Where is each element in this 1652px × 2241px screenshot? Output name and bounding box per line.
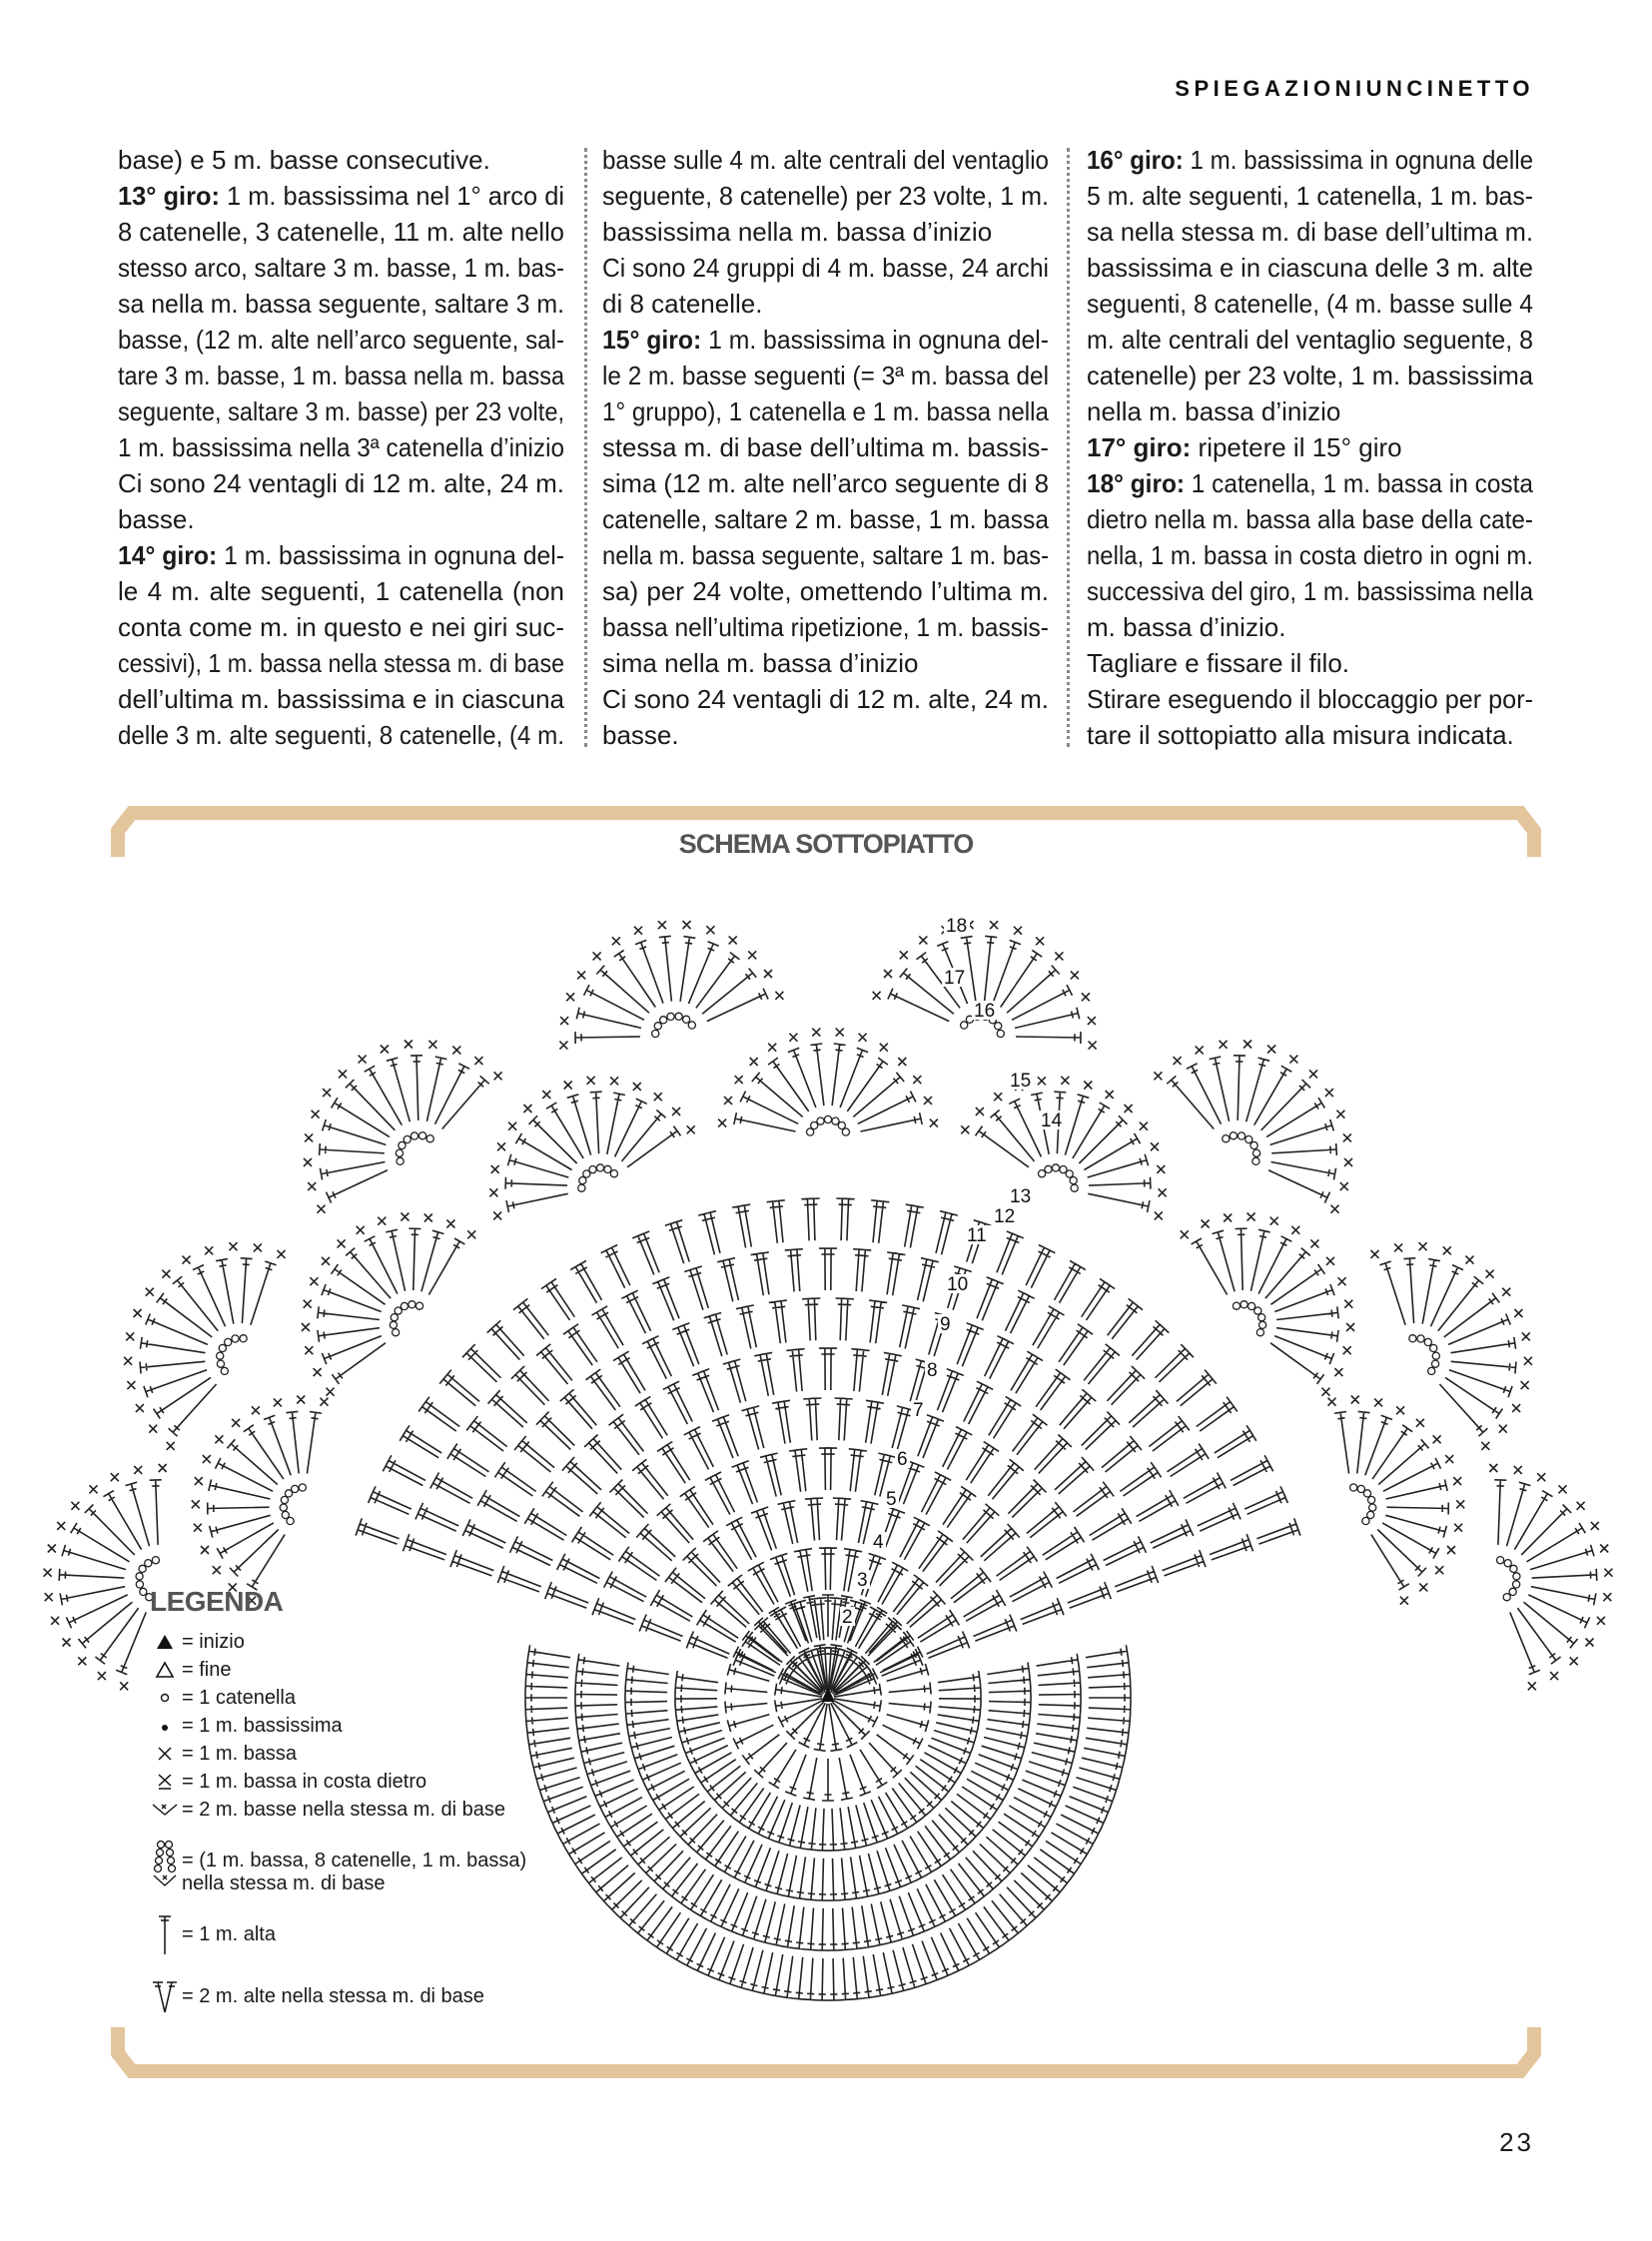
round-text: di 8 catenelle. [602, 289, 763, 319]
round-text: m. alte centrali del ventaglio seguente, 8 [1087, 325, 1533, 355]
chain-stitch [1252, 1157, 1259, 1164]
chain-stitch [280, 1504, 287, 1511]
chain-stitch [401, 1302, 408, 1309]
round-text: sima (12 m. alte nell’arco seguente di 8 [602, 468, 1049, 498]
filled-triangle-icon [150, 1633, 180, 1651]
chain-loop-icon [150, 1840, 180, 1895]
chain-stitch [139, 1565, 146, 1572]
chain-stitch [578, 1184, 585, 1191]
chain-stitch [152, 1557, 159, 1564]
chain-stitch [419, 1132, 426, 1139]
round-text: Tagliare e fissare il filo. [1087, 648, 1349, 678]
chain-stitch [1253, 1149, 1260, 1156]
round-text: nella m. bassa d’inizio [1087, 396, 1341, 426]
chain-stitch [1230, 1132, 1237, 1139]
chain-stitch [1513, 1581, 1520, 1588]
chain-stitch [961, 1022, 968, 1029]
legend-label [182, 1771, 426, 1794]
chain-stitch [1259, 1321, 1266, 1328]
round-text: cessivi), 1 m. bassa nella stessa m. di base [118, 648, 564, 678]
chain-stitch [1045, 1165, 1052, 1172]
round-text: basse, (12 m. alte nell’arco seguente, sal- [118, 325, 564, 355]
legend-label [182, 1631, 245, 1654]
chain-stitch [281, 1496, 288, 1503]
chain-stitch [1238, 1132, 1244, 1139]
legend-item [150, 1903, 526, 1965]
legend-label [182, 1743, 297, 1766]
round-heading: 15° giro: [602, 325, 702, 355]
round-text: 1 catenella, 1 m. bassa in costa [1185, 468, 1533, 498]
chain-stitch [1503, 1594, 1510, 1601]
chain-stitch [404, 1135, 411, 1142]
round-number-label: 3 [857, 1570, 868, 1591]
round-text: basse. [118, 504, 195, 534]
round-text: base) e 5 m. basse consecutive. [118, 145, 490, 175]
chain-stitch [579, 1177, 586, 1184]
round-number-label: 18 [946, 916, 968, 937]
chain-stitch [282, 1511, 289, 1518]
chain-stitch [225, 1338, 232, 1345]
round-text: sa nella stessa m. di base dell’ultima m. [1087, 217, 1533, 247]
round-number-label: 12 [994, 1206, 1016, 1227]
round-number-label: 13 [1010, 1186, 1032, 1207]
round-text: 1 m. bassissima in ognuna del- [217, 540, 564, 570]
chain-stitch [292, 1485, 299, 1492]
chain-stitch [1430, 1344, 1437, 1351]
round-text: Ci sono 24 ventagli di 12 m. alte, 24 m. [118, 468, 564, 498]
outline-triangle-icon [150, 1661, 180, 1679]
round-text: sima nella m. bassa d’inizio [602, 648, 919, 678]
chain-stitch [654, 1023, 661, 1030]
chain-stitch [397, 1157, 404, 1164]
chain-stitch [1066, 1170, 1073, 1177]
round-heading: 17° giro: [1087, 432, 1192, 462]
round-text: seguente, saltare 3 m. basse) per 23 volte, [118, 396, 564, 426]
round-text: 1° gruppo), 1 catenella e 1 m. bassa nella [602, 396, 1049, 426]
round-number-label: 11 [967, 1225, 987, 1246]
legend-label [182, 1850, 526, 1895]
round-number-label: 15 [1010, 1071, 1032, 1092]
round-text: 1 m. bassissima in ognuna delle [1183, 145, 1533, 175]
chain-stitch [688, 1022, 695, 1029]
round-text: Ci sono 24 gruppi di 4 m. basse, 24 archi [602, 253, 1049, 283]
chain-stitch [1070, 1177, 1077, 1184]
chain-stitch [610, 1170, 617, 1177]
round-number-label: 7 [913, 1400, 924, 1421]
chain-stitch [415, 1302, 422, 1309]
round-text: ripetere il 15° giro [1191, 432, 1402, 462]
chain-stitch [393, 1329, 400, 1336]
round-text: sa) per 24 volte, omettendo l’ultima m. [602, 576, 1049, 606]
chain-stitch [426, 1135, 433, 1142]
legend-item [150, 1712, 526, 1740]
legend-item [150, 1971, 526, 2021]
round-text: stessa m. di base dell’ultima m. bassis- [602, 432, 1049, 462]
legend [150, 1586, 526, 2021]
legend-label [182, 1659, 231, 1682]
round-number-label: 5 [886, 1489, 897, 1510]
chain-stitch [1424, 1338, 1431, 1345]
cross-underlined-icon [150, 1773, 180, 1791]
chain-stitch [145, 1560, 152, 1567]
round-text: 1 m. bassissima in ognuna del- [701, 325, 1049, 355]
chain-stitch [1432, 1352, 1439, 1359]
chain-stitch [1240, 1301, 1247, 1308]
legend-label-text: = 1 m. bassissima [182, 1714, 343, 1737]
chain-stitch [1362, 1517, 1369, 1524]
round-heading: 14° giro: [118, 540, 218, 570]
chain-stitch [391, 1314, 398, 1321]
chain-stitch [232, 1335, 239, 1342]
round-text: 1 m. bassissima nella 3ª catenella d’inizio [118, 432, 564, 462]
round-heading: 18° giro: [1087, 468, 1186, 498]
chain-stitch [217, 1352, 224, 1359]
legend-item [150, 1824, 526, 1895]
cross-icon [150, 1745, 180, 1763]
section-header: SPIEGAZIONIUNCINETTO [1175, 76, 1534, 101]
round-text: nella m. bassa seguente, saltare 1 m. bas- [602, 540, 1049, 570]
legend-label [182, 1715, 343, 1738]
chain-stitch [1233, 1302, 1239, 1309]
round-text: dell’ultima m. bassissima e in ciascuna [118, 684, 564, 714]
round-text: seguente, 8 catenelle) per 23 volte, 1 m. [602, 181, 1049, 211]
chain-stitch [299, 1484, 306, 1491]
chain-stitch [1350, 1484, 1357, 1491]
chain-stitch [660, 1017, 667, 1024]
legend-label-text: = 1 m. bassa [182, 1742, 298, 1765]
chain-stitch [1428, 1367, 1435, 1374]
chain-stitch [995, 1023, 1002, 1030]
round-text: 1 m. bassissima nel 1° arco di [219, 181, 564, 211]
round-heading: 13° giro: [118, 181, 220, 211]
chain-stitch [838, 1121, 845, 1128]
round-text: seguenti, 8 catenelle, (4 m. basse sulle 4 [1087, 289, 1533, 319]
round-text: le 2 m. basse seguenti (= 3ª m. bassa del [602, 361, 1049, 390]
round-number-label: 6 [897, 1449, 908, 1470]
round-text: catenelle, saltare 2 m. basse, 1 m. bassa [602, 504, 1049, 534]
legend-label-text: = 2 m. basse nella stessa m. di base [182, 1798, 506, 1821]
chain-stitch [652, 1030, 659, 1037]
legend-item [150, 1740, 526, 1768]
chain-stitch [1510, 1565, 1517, 1572]
chain-stitch [217, 1360, 224, 1367]
round-text: Ci sono 24 ventagli di 12 m. alte, 24 m. [602, 684, 1049, 714]
round-text: nella, 1 m. bassa in costa dietro in ogni m. [1087, 540, 1533, 570]
chain-stitch [1417, 1335, 1424, 1342]
round-text: sa nella m. bassa seguente, saltare 3 m. [118, 289, 564, 319]
chain-circle-icon [150, 1691, 180, 1705]
chain-stitch [1409, 1335, 1416, 1342]
round-text: conta come m. in questo e nei giri suc- [118, 612, 564, 642]
round-text: 8 catenelle, 3 catenelle, 11 m. alte nello [118, 217, 564, 247]
legend-label-text: = 2 m. alte nella stessa m. di base [182, 1984, 484, 2007]
round-text: delle 3 m. alte seguenti, 8 catenelle, (4 m. [118, 720, 564, 750]
chain-stitch [1256, 1329, 1263, 1336]
chain-stitch [219, 1344, 226, 1351]
chain-stitch [997, 1030, 1004, 1037]
round-number-label: 14 [1041, 1111, 1063, 1131]
legend-label-text: = (1 m. bassa, 8 catenelle, 1 m. bassa) [182, 1850, 527, 1871]
chain-stitch [1052, 1164, 1059, 1171]
legend-label-text: = 1 catenella [182, 1686, 296, 1709]
double-crochet-icon [150, 1912, 180, 1956]
chain-stitch [396, 1149, 403, 1156]
round-text: basse. [602, 720, 679, 750]
chain-stitch [842, 1128, 849, 1135]
chain-stitches [136, 1013, 1520, 1601]
chain-stitch [1039, 1170, 1046, 1177]
legend-label [182, 1687, 296, 1710]
round-text: 5 m. alte seguenti, 1 catenella, 1 m. bas- [1087, 181, 1533, 211]
chain-stitch [589, 1166, 596, 1173]
chain-stitch [411, 1132, 417, 1139]
chain-stitch [140, 1588, 147, 1595]
round-text: m. bassa d’inizio. [1087, 612, 1286, 642]
chain-stitch [390, 1321, 397, 1328]
round-text: bassissima e in ciascuna delle 3 m. alte [1087, 253, 1533, 283]
chain-stitch [1497, 1557, 1504, 1564]
chain-stitch [1254, 1307, 1261, 1314]
chain-stitch [1071, 1184, 1078, 1191]
round-number-label: 10 [947, 1274, 969, 1295]
legend-item [150, 1768, 526, 1796]
chain-stitch [667, 1013, 674, 1020]
round-heading: 16° giro: [1087, 145, 1184, 175]
chain-stitch [1250, 1141, 1257, 1148]
chain-stitch [409, 1301, 415, 1308]
legend-item [150, 1796, 526, 1824]
legend-label [182, 1985, 484, 2008]
chain-stitch [221, 1367, 228, 1374]
chain-stitch [1504, 1560, 1511, 1567]
round-text: stesso arco, saltare 3 m. basse, 1 m. bas- [118, 253, 564, 283]
legend-label [182, 1923, 276, 1946]
dot-icon [150, 1719, 180, 1733]
round-text: le 4 m. alte seguenti, 1 catenella (non [118, 576, 564, 606]
legend-label-text: = 1 m. alta [182, 1922, 276, 1945]
round-text: basse sulle 4 m. alte centrali del ventaglio [602, 145, 1049, 175]
legend-label-text: = 1 m. bassa in costa dietro [182, 1770, 427, 1793]
v-cross-icon [150, 1801, 180, 1819]
round-text: tare il sottopiatto alla misura indicata. [1087, 720, 1514, 750]
chain-stitch [683, 1016, 690, 1023]
chain-stitch [807, 1128, 814, 1135]
round-number-label: 16 [974, 1001, 996, 1022]
chain-stitch [136, 1573, 143, 1580]
page-number: 23 [1499, 2127, 1534, 2157]
round-number-label: 2 [842, 1607, 853, 1628]
chain-stitch [1258, 1314, 1265, 1321]
chain-stitch [596, 1164, 603, 1171]
round-number-label: 17 [944, 968, 966, 989]
legend-label [182, 1799, 505, 1822]
chain-stitch [1368, 1496, 1375, 1503]
round-number-label: 8 [927, 1360, 938, 1381]
chain-stitch [1509, 1588, 1516, 1595]
chain-stitch [604, 1165, 611, 1172]
legend-label-text: = inizio [182, 1630, 245, 1653]
round-text: successiva del giro, 1 m. bassissima nella [1087, 576, 1533, 606]
chain-stitch [136, 1581, 143, 1588]
legend-item [150, 1656, 526, 1684]
round-text: catenelle) per 23 volte, 1 m. bassissima [1087, 361, 1533, 390]
legend-item [150, 1684, 526, 1712]
round-text: bassissima nella m. bassa d’inizio [602, 217, 993, 247]
legend-label-text: nella stessa m. di base [182, 1872, 386, 1894]
round-text: tare 3 m. basse, 1 m. bassa nella m. bassa [118, 361, 564, 390]
round-text: bassa nell’ultima ripetizione, 1 m. bassis- [602, 612, 1049, 642]
chain-stitch [1432, 1360, 1439, 1367]
chain-stitch [1223, 1135, 1230, 1142]
round-number-label: 9 [940, 1314, 951, 1335]
legend-label-text: = fine [182, 1658, 232, 1681]
chain-stitch [675, 1013, 682, 1020]
round-text: dietro nella m. bassa alla base della cate- [1087, 504, 1533, 534]
round-number-label: 4 [873, 1532, 884, 1553]
chain-stitch [240, 1335, 247, 1342]
legend-title: LEGENDA [150, 1586, 284, 1617]
schema-title: SCHEMA SOTTOPIATTO [678, 829, 974, 859]
chain-stitch [817, 1118, 824, 1124]
chain-stitch [1369, 1504, 1376, 1511]
chain-stitch [824, 1116, 831, 1122]
chain-stitch [1245, 1135, 1252, 1142]
chain-stitch [399, 1141, 406, 1148]
legend-item [150, 1628, 526, 1656]
chain-stitch [1363, 1490, 1370, 1497]
v-double-crochet-icon [150, 1978, 180, 2014]
round-text: Stirare eseguendo il bloccaggio per por- [1087, 684, 1533, 714]
chain-stitch [1513, 1573, 1520, 1580]
